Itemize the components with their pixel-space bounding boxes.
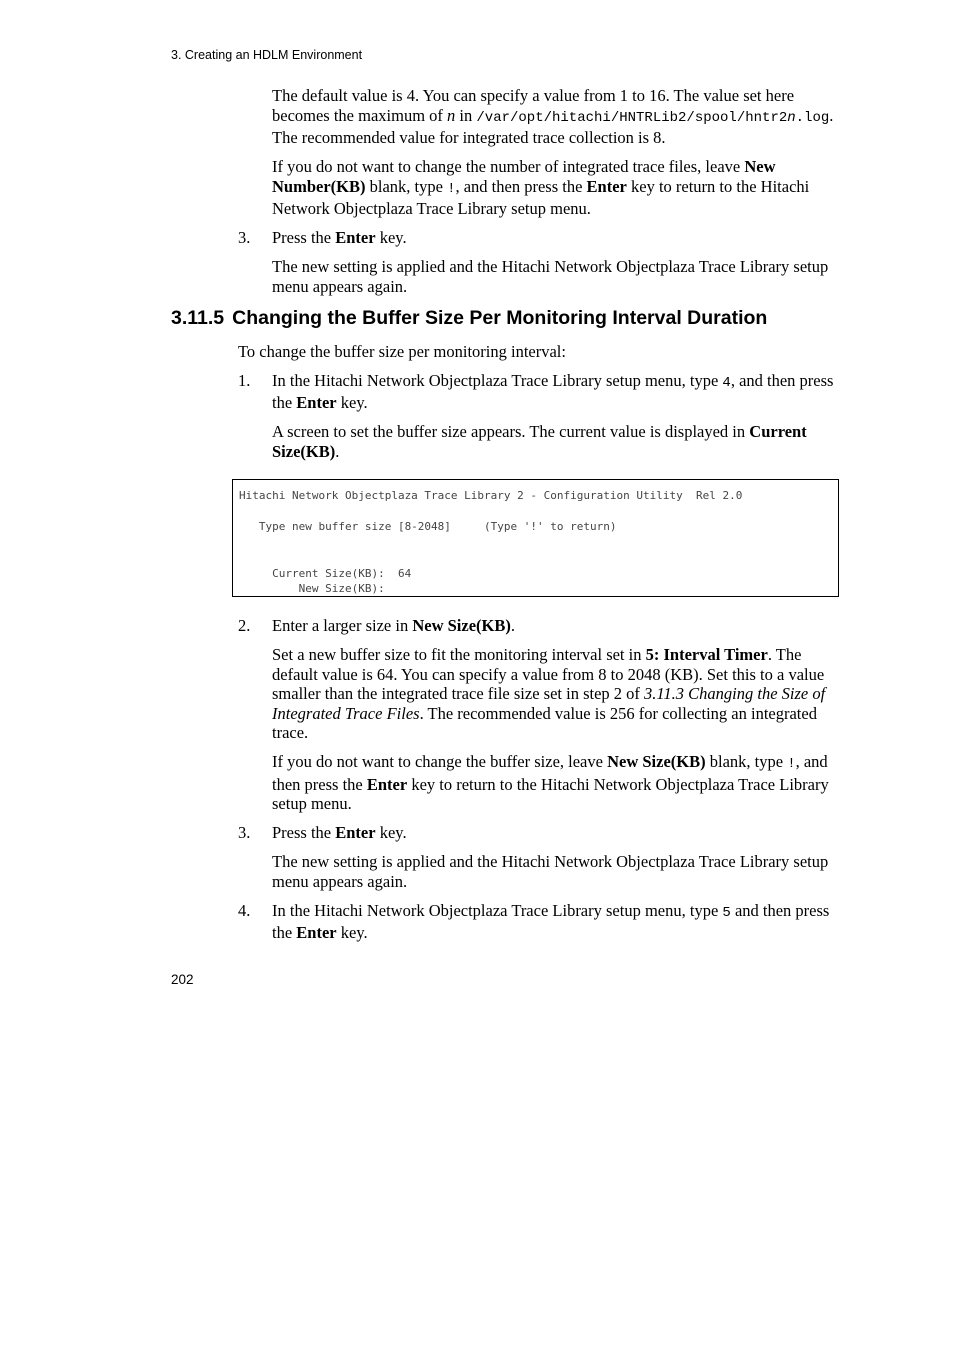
ui-term: Current Size(KB) [272, 422, 807, 461]
step-number: 3. [238, 228, 251, 247]
code-text: 5 [722, 904, 731, 921]
text: key. [336, 923, 368, 942]
text: and then press the [272, 900, 830, 942]
text: key. [375, 228, 407, 247]
cross-reference: 3.11.3 Changing the Size of Integrated Trace Files [272, 684, 826, 723]
text: blank, type [705, 752, 788, 771]
text: In the Hitachi Network Objectplaza Trace Library setup menu, type [272, 370, 723, 390]
text: If you do not want to change the number of integrated trace files, leave [272, 157, 745, 176]
text: , and then press the [455, 176, 587, 196]
terminal-current-size-line: Current Size(KB): 64 [239, 567, 412, 580]
list-item-step-4 [238, 900, 850, 943]
terminal-screen [232, 479, 839, 597]
text: . The default value is 64. You can specify a value from 8 to 2048 (KB). Set this to a value smaller than the integrated trace file size set in step 2 of [272, 645, 825, 703]
text: A screen to set the buffer size appears. The current value is displayed in [272, 422, 750, 441]
section-number: 3.11.5 [171, 306, 225, 329]
text: in [455, 105, 477, 125]
paragraph-setting-applied-2: The new setting is applied and the Hitachi Network Objectplaza Trace Library setup menu appears again. [272, 852, 829, 891]
paragraph-no-change-buffer [272, 752, 850, 814]
ui-term: New Size(KB) [412, 616, 511, 635]
text: . [510, 616, 515, 635]
text: key. [336, 393, 368, 412]
file-extension: .log [795, 109, 830, 126]
text: key. [375, 823, 407, 842]
paragraph-screen-appears [272, 422, 850, 461]
ui-term: New Size(KB) [607, 752, 706, 771]
paragraph-no-change [272, 157, 850, 219]
text: key to return to the Hitachi Network Objectplaza Trace Library setup menu. [272, 176, 810, 218]
text: . The recommended value for integrated trace collection is 8. [272, 105, 834, 147]
text: . [335, 441, 340, 461]
key-name: Enter [335, 823, 376, 842]
variable-text: n [787, 109, 796, 126]
text: The default value is 4. You can specify a value from 1 to 16. The value set here becomes the maximum of [272, 86, 795, 125]
text: Press the [272, 228, 336, 247]
text: , and then press the [272, 370, 834, 412]
file-path: /var/opt/hitachi/HNTRLib2/spool/hntr2 [476, 109, 788, 126]
paragraph-set-buffer-size [272, 645, 850, 743]
ui-term: 5: Interval Timer [645, 645, 768, 664]
list-item-step-3-prev [238, 228, 850, 248]
list-item-step-1 [238, 370, 850, 413]
running-header: 3. Creating an HDLM Environment [171, 48, 363, 62]
key-name: Enter [296, 393, 337, 412]
text: blank, type [365, 176, 448, 196]
ui-term: New Number(KB) [272, 157, 776, 196]
list-item-step-3 [238, 823, 850, 843]
page-number: 202 [171, 972, 194, 987]
code-text: ! [447, 180, 456, 197]
code-text: 4 [722, 374, 731, 391]
paragraph-default-value [272, 86, 850, 148]
key-name: Enter [296, 923, 337, 942]
section-heading [171, 306, 850, 330]
paragraph-setting-applied: The new setting is applied and the Hitachi Network Objectplaza Trace Library setup menu appears again. [272, 257, 829, 296]
text: , and then press the [272, 752, 828, 794]
list-item-step-2 [238, 616, 850, 636]
text: If you do not want to change the buffer size, leave [272, 752, 608, 771]
text: Set a new buffer size to fit the monitoring interval set in [272, 645, 646, 664]
step-number: 2. [238, 616, 251, 635]
step-number: 3. [238, 823, 251, 842]
key-name: Enter [366, 774, 408, 794]
key-name: Enter [335, 228, 376, 247]
section-title: Changing the Buffer Size Per Monitoring Interval Duration [232, 306, 768, 329]
section-intro: To change the buffer size per monitoring interval: [238, 341, 566, 361]
step-number: 4. [238, 900, 251, 920]
code-text: ! [787, 756, 796, 772]
text: . The recommended value is 256 for collecting an integrated trace. [272, 703, 817, 742]
page-body [171, 86, 850, 952]
step-number: 1. [238, 370, 251, 390]
key-name: Enter [586, 176, 627, 196]
text: In the Hitachi Network Objectplaza Trace Library setup menu, type [272, 900, 723, 920]
terminal-new-size-line: New Size(KB): [239, 582, 385, 595]
text: key to return to the Hitachi Network Objectplaza Trace Library setup menu. [272, 774, 829, 813]
text: Enter a larger size in [272, 616, 413, 635]
text: Press the [272, 823, 336, 842]
terminal-title-line: Hitachi Network Objectplaza Trace Library 2 - Configuration Utility Rel 2.0 [239, 489, 743, 502]
terminal-prompt-line: Type new buffer size [8-2048] (Type '!' to return) [239, 520, 617, 533]
variable-text: n [447, 105, 456, 125]
